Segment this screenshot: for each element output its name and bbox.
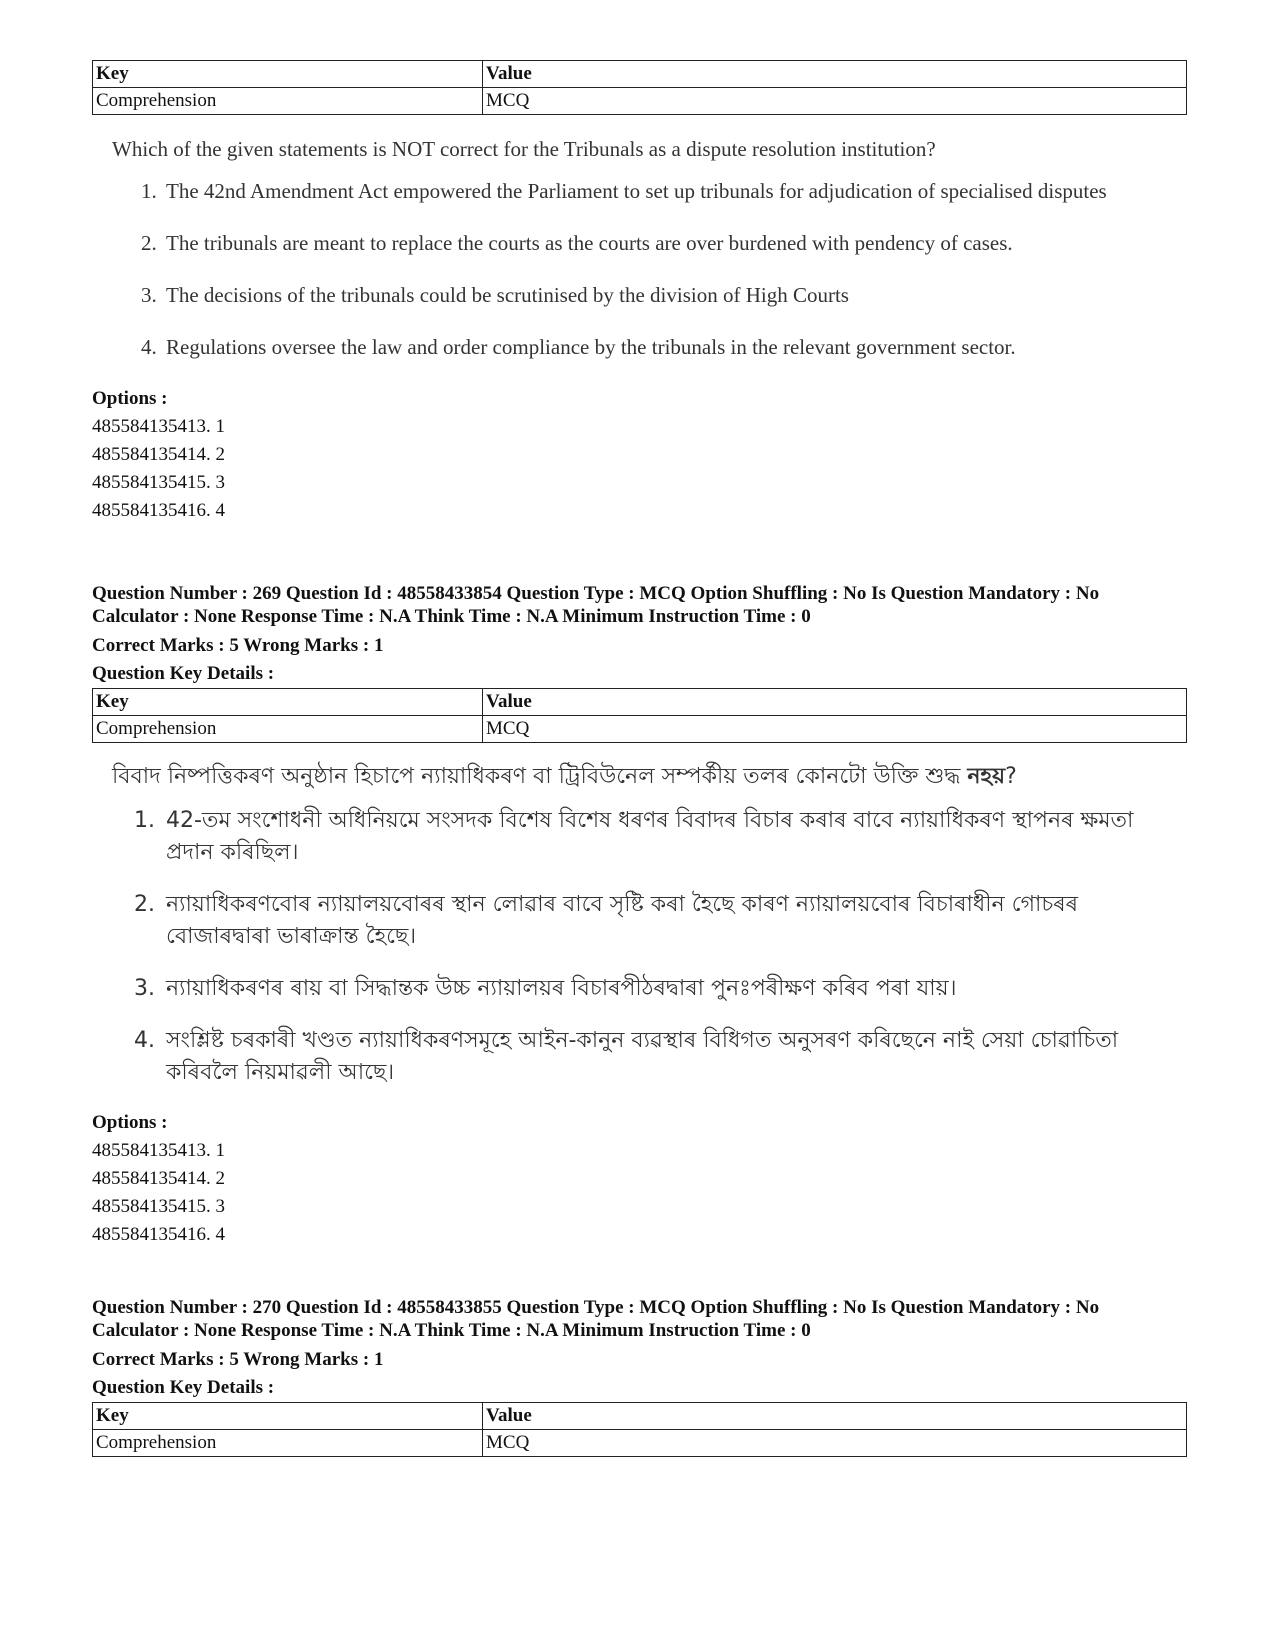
- question-text: Which of the given statements is NOT correct for the Tribunals as a dispute resolution institution?: [112, 137, 936, 161]
- option-item: 485584135414. 2: [92, 444, 225, 465]
- statement-item: 3. The decisions of the tribunals could be scrutinised by the division of High Courts: [162, 281, 1187, 309]
- table-row: [93, 1430, 1187, 1457]
- option-item: 485584135413. 1: [92, 416, 225, 437]
- question-key-details-label: Question Key Details :: [92, 1377, 275, 1398]
- question-key-table: [92, 1402, 1187, 1457]
- table-cell-value: MCQ: [483, 1430, 1187, 1457]
- statement-item: 2. The tribunals are meant to replace the courts as the courts are over burdened with pendency of cases.: [162, 229, 1187, 257]
- document-page: [92, 60, 1187, 1453]
- statement-list: [92, 177, 1187, 361]
- statement-item: 2. ন্যায়াধিকৰণবোৰ ন্যায়ালয়বোৰৰ স্থান লোৱাৰ বাবে সৃষ্টি কৰা হৈছে কাৰণ ন্যায়ালয়বোৰ বিচাৰাধীন গোচৰৰ বোজাৰদ্বাৰা ভাৰাক্ৰান্ত হৈছে।: [162, 889, 1187, 953]
- table-cell-value: MCQ: [483, 88, 1187, 115]
- table-header-key: Key: [93, 61, 483, 88]
- table-header-value: Value: [483, 61, 1187, 88]
- statement-item: 4. সংশ্লিষ্ট চৰকাৰী খণ্ডত ন্যায়াধিকৰণসমূহে আইন-কানুন ব্যৱস্থাৰ বিধিগত অনুসৰণ কৰিছেনে নাই সেয়া চোৱাচিতা কৰিবলৈ নিয়মাৱলী আছে।: [162, 1025, 1187, 1089]
- table-cell-key: Comprehension: [93, 716, 483, 743]
- statement-item: 4. Regulations oversee the law and order compliance by the tribunals in the relevant government sector.: [162, 333, 1187, 361]
- question-key-table: [92, 60, 1187, 115]
- question-text: [112, 761, 1187, 793]
- option-item: 485584135413. 1: [92, 1140, 225, 1161]
- table-cell-key: Comprehension: [93, 1430, 483, 1457]
- question-meta: Question Number : 270 Question Id : 48558433855 Question Type : MCQ Option Shuffling : No Is Question Mandatory : No Calculator : None Response Time : N.A Think Time : N.A Minimum Instruction Time : 0: [92, 1297, 1100, 1341]
- statement-item: 1. The 42nd Amendment Act empowered the Parliament to set up tribunals for adjudication of specialised disputes: [162, 177, 1187, 205]
- table-header-row: [93, 61, 1187, 88]
- question-key-table: [92, 688, 1187, 743]
- table-cell-value: MCQ: [483, 716, 1187, 743]
- table-cell-key: Comprehension: [93, 88, 483, 115]
- question-block-268: [92, 60, 1187, 525]
- question-text-emphasis: নহয়: [967, 764, 1006, 789]
- table-header-value: Value: [483, 689, 1187, 716]
- question-marks: Correct Marks : 5 Wrong Marks : 1: [92, 635, 384, 656]
- question-meta: Question Number : 269 Question Id : 48558433854 Question Type : MCQ Option Shuffling : No Is Question Mandatory : No Calculator : None Response Time : N.A Think Time : N.A Minimum Instruction Time : 0: [92, 583, 1100, 627]
- statement-item: 1. 42-তম সংশোধনী অধিনিয়মে সংসদক বিশেষ বিশেষ ধৰণৰ বিবাদৰ বিচাৰ কৰাৰ বাবে ন্যায়াধিকৰণ স্থাপনৰ ক্ষমতা প্ৰদান কৰিছিল।: [162, 805, 1187, 869]
- option-item: 485584135415. 3: [92, 472, 225, 493]
- option-item: 485584135414. 2: [92, 1168, 225, 1189]
- table-row: [93, 716, 1187, 743]
- option-item: 485584135415. 3: [92, 1196, 225, 1217]
- table-header-row: [93, 689, 1187, 716]
- statement-list: [92, 805, 1187, 1089]
- question-text-main: বিবাদ নিষ্পত্তিকৰণ অনুষ্ঠান হিচাপে ন্যায়াধিকৰণ বা ট্ৰিবিউনেল সম্পৰ্কীয় তলৰ কোনটো উক্তি শুদ্ধ: [112, 764, 968, 789]
- option-item: 485584135416. 4: [92, 500, 225, 521]
- option-item: 485584135416. 4: [92, 1224, 225, 1245]
- options-title: Options :: [92, 388, 168, 409]
- table-header-key: Key: [93, 1403, 483, 1430]
- options-title: Options :: [92, 1112, 168, 1133]
- table-header-value: Value: [483, 1403, 1187, 1430]
- table-header-key: Key: [93, 689, 483, 716]
- question-block-269: [92, 582, 1187, 1249]
- table-row: [93, 88, 1187, 115]
- question-mark: ?: [1005, 764, 1017, 789]
- question-marks: Correct Marks : 5 Wrong Marks : 1: [92, 1349, 384, 1370]
- question-key-details-label: Question Key Details :: [92, 663, 275, 684]
- statement-item: 3. ন্যায়াধিকৰণৰ ৰায় বা সিদ্ধান্তক উচ্চ ন্যায়ালয়ৰ বিচাৰপীঠৰদ্বাৰা পুনঃপৰীক্ষণ কৰিব পৰা যায়।: [162, 973, 1187, 1005]
- question-block-270: [92, 1296, 1187, 1457]
- table-header-row: [93, 1403, 1187, 1430]
